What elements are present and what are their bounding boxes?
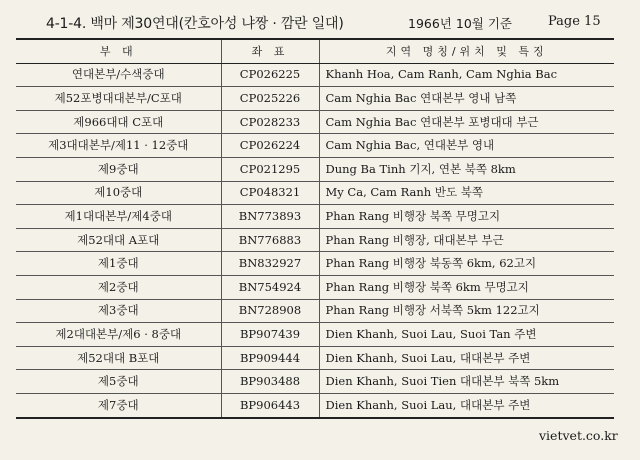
page-header (0, 0, 640, 34)
table-row (16, 63, 614, 87)
table-row (16, 252, 614, 276)
coordinate-cell: BN754924 (221, 275, 319, 299)
unit-cell: 제5중대 (16, 370, 221, 394)
coordinate-cell: CP026225 (221, 63, 319, 87)
location-cell: Cam Nghia Bac 연대본부 포병대대 부근 (319, 110, 614, 134)
location-cell: Phan Rang 비행장 서북쪽 5km 122고지 (319, 299, 614, 323)
column-header-location: 지역 명칭/위치 및 특징 (319, 39, 614, 63)
location-cell: Dien Khanh, Suoi Lau, Suoi Tan 주변 (319, 323, 614, 347)
location-cell: Cam Nghia Bac 연대본부 영내 남쪽 (319, 87, 614, 111)
unit-cell: 제52대대 A포대 (16, 228, 221, 252)
location-cell: Dien Khanh, Suoi Tien 대대본부 북쪽 5km (319, 370, 614, 394)
unit-cell: 제3중대 (16, 299, 221, 323)
table-row (16, 370, 614, 394)
location-cell: Phan Rang 비행장 북쪽 6km 무명고지 (319, 275, 614, 299)
unit-cell: 제52포병대대본부/C포대 (16, 87, 221, 111)
unit-cell: 제10중대 (16, 181, 221, 205)
table-row (16, 181, 614, 205)
table-row (16, 323, 614, 347)
unit-cell: 연대본부/수색중대 (16, 63, 221, 87)
table-header-row (16, 39, 614, 63)
table-row (16, 299, 614, 323)
unit-cell: 제2중대 (16, 275, 221, 299)
unit-cell: 제966대대 C포대 (16, 110, 221, 134)
unit-location-table-container (16, 38, 614, 419)
location-cell: Cam Nghia Bac, 연대본부 영내 (319, 134, 614, 158)
coordinate-cell: CP026224 (221, 134, 319, 158)
coordinate-cell: BP909444 (221, 346, 319, 370)
table-row (16, 228, 614, 252)
coordinate-cell: CP028233 (221, 110, 319, 134)
coordinate-cell: BP903488 (221, 370, 319, 394)
coordinate-cell: BN832927 (221, 252, 319, 276)
coordinate-cell: BP907439 (221, 323, 319, 347)
coordinate-cell: BN728908 (221, 299, 319, 323)
column-header-coordinate: 좌 표 (221, 39, 319, 63)
table-body (16, 63, 614, 417)
unit-cell: 제7중대 (16, 393, 221, 417)
table-row (16, 110, 614, 134)
unit-cell: 제1중대 (16, 252, 221, 276)
table-row (16, 87, 614, 111)
column-header-unit: 부 대 (16, 39, 221, 63)
location-cell: Khanh Hoa, Cam Ranh, Cam Nghia Bac (319, 63, 614, 87)
location-cell: Phan Rang 비행장 북동쪽 6km, 62고지 (319, 252, 614, 276)
reference-date: 1966년 10월 기준 (408, 16, 512, 31)
unit-cell: 제1대대본부/제4중대 (16, 205, 221, 229)
table-row (16, 393, 614, 417)
unit-cell: 제9중대 (16, 157, 221, 181)
coordinate-cell: BP906443 (221, 393, 319, 417)
coordinate-cell: BN776883 (221, 228, 319, 252)
section-title: 4-1-4. 백마 제30연대(칸호아성 냐짱 · 깜란 일대) (46, 16, 344, 32)
unit-location-table (16, 38, 614, 419)
table-row (16, 205, 614, 229)
location-cell: Dien Khanh, Suoi Lau, 대대본부 주변 (319, 393, 614, 417)
location-cell: Phan Rang 비행장 북쪽 무명고지 (319, 205, 614, 229)
table-row (16, 157, 614, 181)
table-row (16, 134, 614, 158)
page-number: Page 15 (548, 14, 601, 29)
unit-cell: 제2대대본부/제6 · 8중대 (16, 323, 221, 347)
location-cell: Phan Rang 비행장, 대대본부 부근 (319, 228, 614, 252)
location-cell: Dien Khanh, Suoi Lau, 대대본부 주변 (319, 346, 614, 370)
coordinate-cell: CP025226 (221, 87, 319, 111)
location-cell: Dung Ba Tinh 기지, 연본 북쪽 8km (319, 157, 614, 181)
location-cell: My Ca, Cam Ranh 반도 북쪽 (319, 181, 614, 205)
coordinate-cell: BN773893 (221, 205, 319, 229)
unit-cell: 제52대대 B포대 (16, 346, 221, 370)
coordinate-cell: CP021295 (221, 157, 319, 181)
table-row (16, 275, 614, 299)
unit-cell: 제3대대본부/제11 · 12중대 (16, 134, 221, 158)
table-row (16, 346, 614, 370)
coordinate-cell: CP048321 (221, 181, 319, 205)
site-watermark: vietvet.co.kr (539, 428, 618, 443)
